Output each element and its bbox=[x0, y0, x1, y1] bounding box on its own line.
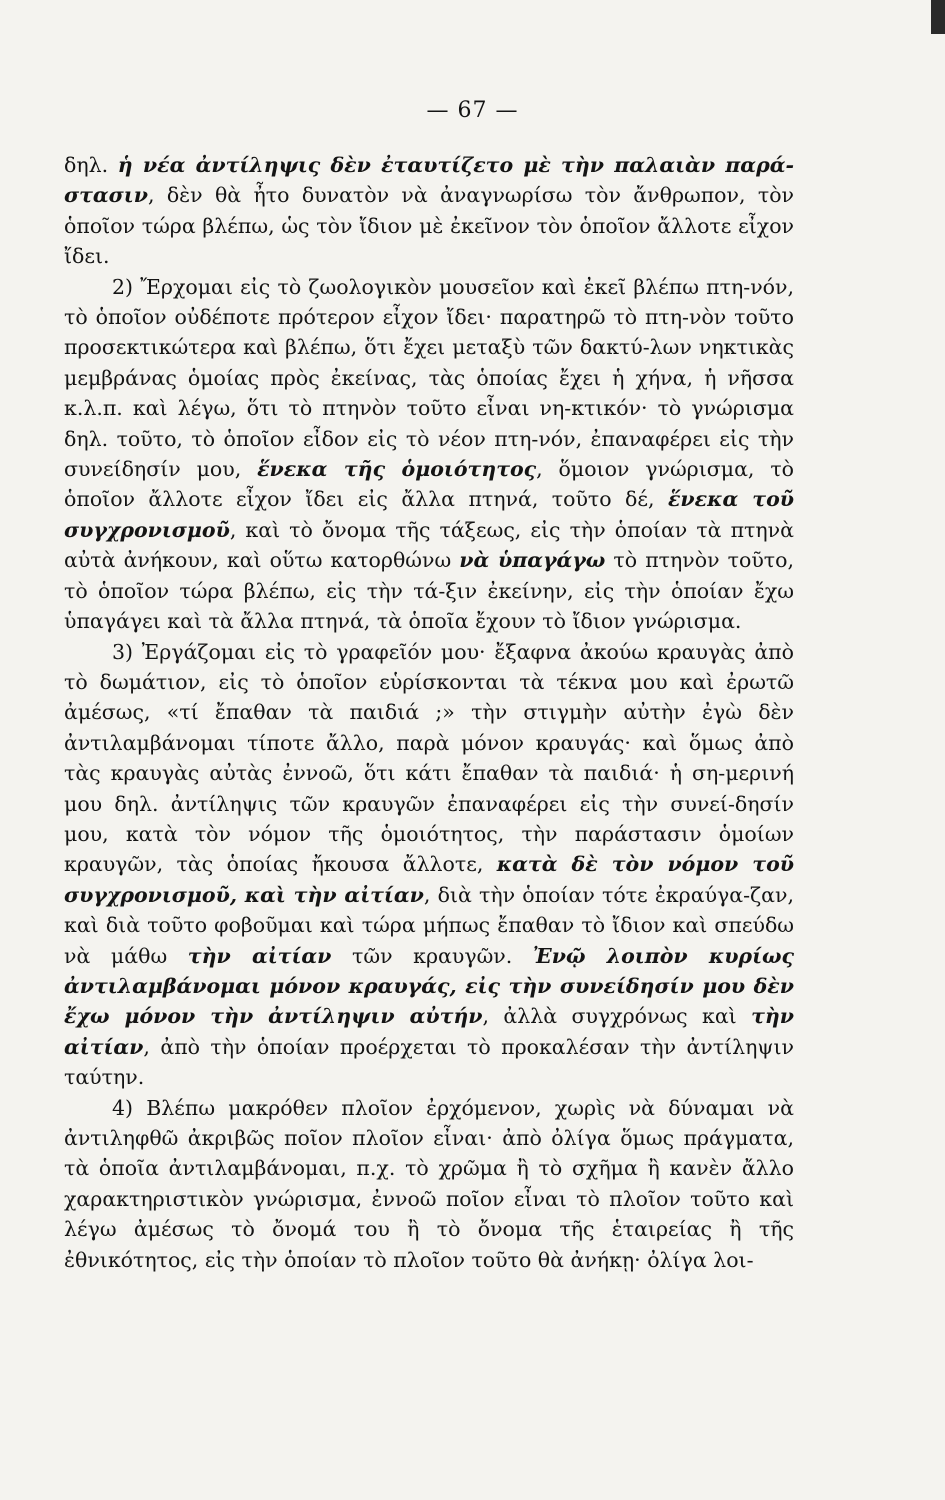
paragraph-2 bbox=[64, 272, 794, 637]
body-text bbox=[64, 150, 794, 1275]
emphasis-run: ἕνεκα τοῦ συγχρονισμοῦ bbox=[64, 487, 794, 542]
text-run: 2) Ἔρχομαι εἰς τὸ ζωολογικὸν μουσεῖον καὶ ἐκεῖ βλέπω πτη-νόν, τὸ ὁποῖον οὐδέποτε πρότερον εἶχον ἴδει· παρατηρῶ τὸ πτη-νὸν τοῦτο προσεκτικώτερα καὶ βλέπω, ὅτι ἔχει μεταξὺ τῶν δακτύ-λων νηκτικὰς μεμβράνας ὁμοίας πρὸς ἐκείνας, τὰς ὁποίας ἔχει ἡ χήνα, ἡ νῆσσα κ.λ.π. καὶ λέγω, ὅτι τὸ πτηνὸν τοῦτο εἶναι νη-κτικόν· τὸ γνώρισμα δηλ. τοῦτο, τὸ ὁποῖον εἶδον εἰς τὸ νέον πτη-νόν, ἐπαναφέρει εἰς τὴν συνείδησίν μου, bbox=[64, 274, 794, 482]
emphasis-run: κατὰ δὲ τὸν νόμον τοῦ συγχρονισμοῦ, καὶ τὴν αἰτίαν bbox=[64, 852, 794, 907]
text-run: τὸ πτηνὸν τοῦτο, τὸ ὁποῖον τώρα βλέπω, εἰς τὴν τά-ξιν ἐκείνην, εἰς τὴν ὁποίαν ἔχω ὑπαγάγει καὶ τὰ ἄλλα πτηνά, τὰ ὁποῖα ἔχουν τὸ ἴδιον γνώρισμα. bbox=[64, 548, 794, 634]
scan-edge-mark bbox=[931, 0, 945, 34]
text-run: 3) Ἐργάζομαι εἰς τὸ γραφεῖόν μου· ἔξαφνα ἀκούω κραυγὰς ἀπὸ τὸ δωμάτιον, εἰς τὸ ὁποῖον εὑρίσκονται τὰ τέκνα μου καὶ ἐρωτῶ ἀμέσως, «τί ἔπαθαν τὰ παιδιά ;» τὴν στιγμὴν αὐτὴν ἐγὼ δὲν ἀντιλαμβάνομαι τίποτε ἄλλο, παρὰ μόνον κραυγάς· καὶ ὅμως ἀπὸ τὰς κραυγὰς αὐτὰς ἐννοῶ, ὅτι κάτι ἔπαθαν τὰ παιδιά· ἡ ση-μερινή μου δηλ. ἀντίληψις τῶν κραυγῶν ἐπαναφέρει εἰς τὴν συνεί-δησίν μου, κατὰ τὸν νόμον τῆς ὁμοιότητος, τὴν παράστασιν ὁμοίων κραυγῶν, τὰς ὁποίας ἤκουσα ἄλλοτε, bbox=[64, 639, 794, 877]
emphasis-run: Ἐνῷ λοιπὸν κυρίως ἀντιλαμβάνομαι μόνον κραυγάς, εἰς τὴν συνείδησίν μου δὲν ἔχω μόνον τὴν ἀντίληψιν αὐτήν bbox=[64, 943, 794, 1029]
emphasis-run: τὴν αἰτίαν bbox=[187, 943, 332, 968]
text-run: , ἀλλὰ συγχρόνως καὶ bbox=[482, 1004, 752, 1029]
emphasis-run: νὰ ὑπαγάγω bbox=[459, 548, 606, 573]
emphasis-run: ἕνεκα τῆς ὁμοιότητος bbox=[257, 457, 537, 482]
text-run: τῶν κραυγῶν. bbox=[331, 943, 533, 968]
emphasis-run: τὴν αἰτίαν bbox=[64, 1004, 794, 1059]
paragraph-1 bbox=[64, 150, 794, 272]
paragraph-3 bbox=[64, 637, 794, 1093]
paragraph-4 bbox=[64, 1093, 794, 1275]
page-number: — 67 — bbox=[426, 98, 519, 123]
text-run: , διὰ τὴν ὁποίαν τότε ἐκραύγα-ζαν, καὶ διὰ τοῦτο φοβοῦμαι καὶ τώρα μήπως ἔπαθαν τὸ ἴδιον καὶ σπεύδω νὰ μάθω bbox=[64, 882, 794, 968]
text-run: , καὶ τὸ ὄνομα τῆς τάξεως, εἰς τὴν ὁποίαν τὰ πτηνὰ αὐτὰ ἀνήκουν, καὶ οὕτω κατορθώνω bbox=[64, 517, 794, 573]
emphasis-run: ἡ νέα ἀντίληψις δὲν ἐταυτίζετο μὲ τὴν παλαιὰν παρά-στασιν bbox=[64, 153, 794, 208]
text-run: δηλ. bbox=[64, 153, 118, 177]
text-run: , ὅμοιον γνώρισμα, τὸ ὁποῖον ἄλλοτε εἶχον ἴδει εἰς ἄλλα πτηνά, τοῦτο δέ, bbox=[64, 457, 794, 512]
text-run: , ἀπὸ τὴν ὁποίαν προέρχεται τὸ προκαλέσαν τὴν ἀντίληψιν ταύτην. bbox=[64, 1034, 794, 1090]
text-run: 4) Βλέπω μακρόθεν πλοῖον ἐρχόμενον, χωρὶς νὰ δύναμαι νὰ ἀντιληφθῶ ἀκριβῶς ποῖον πλοῖον εἶναι· ἀπὸ ὀλίγα ὅμως πράγματα, τὰ ὁποῖα ἀντιλαμβάνομαι, π.χ. τὸ χρῶμα ἢ τὸ σχῆμα ἢ κανὲν ἄλλο χαρακτηριστικὸν γνώρισμα, ἐννοῶ ποῖον εἶναι τὸ πλοῖον τοῦτο καὶ λέγω ἀμέσως τὸ ὄνομά του ἢ τὸ ὄνομα τῆς ἑταιρείας ἢ τῆς ἐθνικότητος, εἰς τὴν ὁποίαν τὸ πλοῖον τοῦτο θὰ ἀνήκῃ· ὀλίγα λοι- bbox=[64, 1095, 794, 1272]
text-run: , δὲν θὰ ἦτο δυνατὸν νὰ ἀναγνωρίσω τὸν ἄνθρωπον, τὸν ὁποῖον τώρα βλέπω, ὡς τὸν ἴδιον μὲ ἐκεῖνον τὸν ὁποῖον ἄλλοτε εἶχον ἴδει. bbox=[64, 183, 794, 269]
